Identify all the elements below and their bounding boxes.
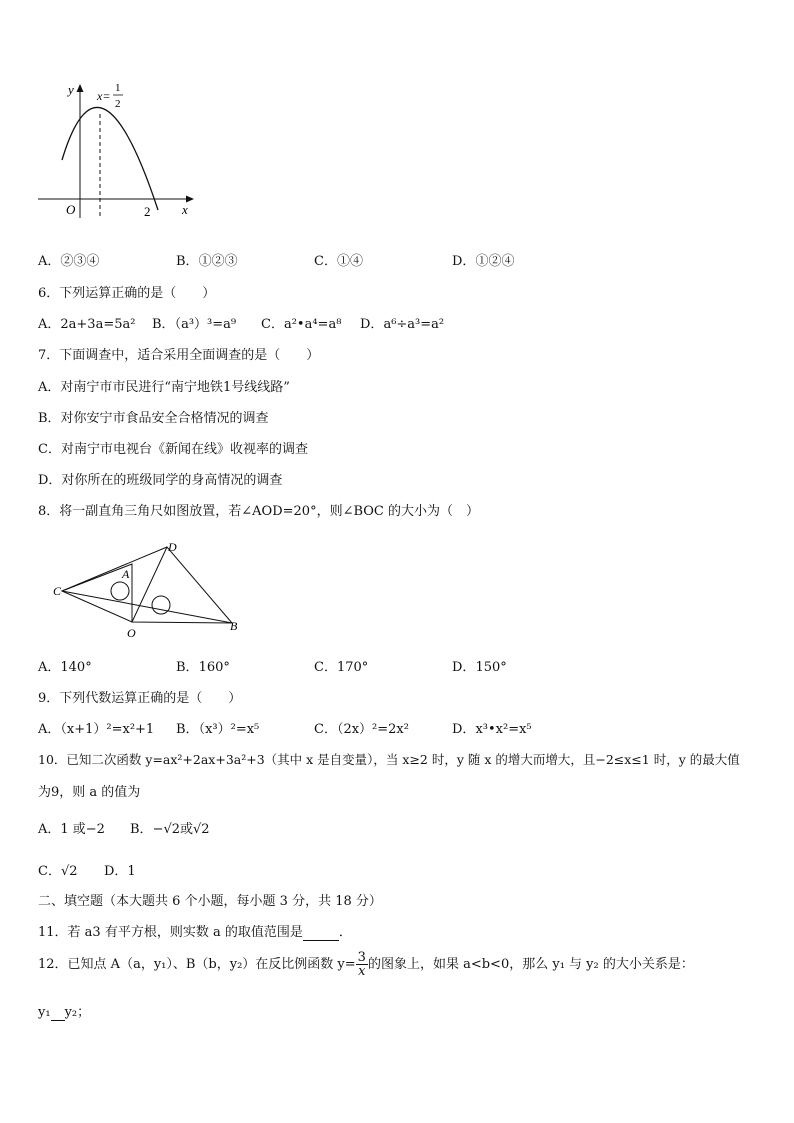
q6-option-c[interactable]: [261, 313, 341, 332]
option-letter: B．: [152, 317, 175, 332]
q12-y2: y₂；: [64, 1005, 91, 1020]
symmetry-axis-eq: x=: [97, 89, 111, 103]
parabola-figure: [30, 78, 200, 228]
point-d-label: D: [168, 540, 177, 554]
q9-option-d[interactable]: [452, 718, 532, 737]
option-letter: C．: [314, 722, 337, 737]
option-text: （2x）²=2x²: [336, 722, 409, 737]
q12-text: 12．已知点 A（a，y₁）、B（b，y₂）在反比例函数 y=: [38, 957, 356, 972]
section-2-heading: 二、填空题（本大题共 6 个小题，每小题 3 分，共 18 分）: [38, 894, 382, 909]
q7-option-b[interactable]: B．对你安宁市食品安全合格情况的调查: [38, 411, 269, 426]
q12-y1: y₁: [38, 1005, 51, 1020]
option-text: ②③④: [60, 254, 100, 269]
q8-option-a[interactable]: [38, 656, 92, 675]
point-b-label: B: [230, 619, 238, 633]
q5-option-a[interactable]: [38, 250, 99, 269]
q5-option-b[interactable]: [176, 250, 238, 269]
option-letter: C．: [314, 254, 337, 269]
q7-option-d[interactable]: D．对你所在的班级同学的身高情况的调查: [38, 473, 283, 488]
q11-text: 11．若 a3 有平方根，则实数 a 的取值范围是: [38, 925, 303, 940]
option-letter: D．: [452, 254, 476, 269]
q9-option-c[interactable]: [314, 718, 409, 737]
option-text: a⁶÷a³=a²: [383, 317, 445, 332]
option-text: ①②③: [198, 254, 238, 269]
q10-option-c[interactable]: [38, 860, 78, 879]
option-text: 170°: [336, 660, 369, 675]
q11-question: [38, 921, 352, 941]
q5-option-d[interactable]: [452, 250, 514, 269]
q9-option-a[interactable]: [38, 718, 154, 737]
option-letter: C．: [314, 660, 337, 675]
q6-option-a[interactable]: [38, 313, 135, 332]
option-letter: A．: [38, 317, 61, 332]
option-letter: C．: [38, 864, 61, 879]
option-letter: D．: [360, 317, 384, 332]
point-o-label: O: [127, 626, 136, 640]
q10-option-a[interactable]: A．1 或−2: [38, 822, 105, 837]
option-text: （x+1）²=x²+1: [60, 722, 155, 737]
option-letter: B．: [130, 822, 153, 837]
option-letter: A．: [38, 722, 61, 737]
q12-question: [38, 951, 694, 978]
option-text: 140°: [60, 660, 92, 675]
q12-frac-den: x: [358, 964, 366, 979]
q8-stem: 8．将一副直角三角尺如图放置，若∠AOD=20°，则∠BOC 的大小为（ ）: [38, 504, 479, 519]
q8-option-c[interactable]: [314, 656, 368, 675]
q12-answer-blank[interactable]: [51, 1005, 65, 1021]
option-text: √2: [60, 864, 78, 879]
option-letter: D．: [452, 722, 476, 737]
option-text: 150°: [475, 660, 507, 675]
q6-stem: 6．下列运算正确的是（ ）: [38, 286, 216, 301]
option-text: 2a+3a=5a²: [60, 317, 136, 332]
option-letter: B．: [176, 722, 199, 737]
option-text: （a³）³=a⁹: [174, 317, 237, 332]
q10-stem-line1: 10．已知二次函数 y=ax²+2ax+3a²+3（其中 x 是自变量），当 x≥2 时，y 随 x 的增大而增大，且−2≤x≤1 时，y 的最大值: [38, 752, 740, 767]
option-text: 160°: [198, 660, 230, 675]
option-text: −√2或√2: [152, 822, 210, 837]
q12-fraction: [356, 951, 368, 978]
q9-stem: 9．下列代数运算正确的是（ ）: [38, 691, 242, 706]
q8-option-d[interactable]: [452, 656, 507, 675]
q10-stem-line2: 为9，则 a 的值为: [38, 785, 141, 800]
q7-option-c[interactable]: C．对南宁市电视台《新闻在线》收视率的调查: [38, 442, 308, 457]
option-letter: A．: [38, 254, 61, 269]
option-text: x³•x²=x⁵: [475, 722, 532, 737]
option-letter: B．: [176, 254, 199, 269]
option-text: （x³）²=x⁵: [198, 722, 260, 737]
q10-option-b[interactable]: [130, 818, 210, 837]
q12-frac-num: 3: [357, 950, 366, 965]
q6-option-b[interactable]: [152, 313, 236, 332]
y-axis-label: y: [68, 82, 74, 97]
option-letter: D．: [452, 660, 476, 675]
symmetry-axis-den: 2: [115, 98, 121, 110]
q11-text-end: ．: [338, 925, 352, 940]
root-label: 2: [144, 204, 151, 219]
q8-option-b[interactable]: [176, 656, 230, 675]
x-axis-label: x: [182, 202, 188, 217]
option-text: a²•a⁴=a⁸: [283, 317, 342, 332]
q6-option-d[interactable]: [360, 313, 444, 332]
q12-answer-line: [38, 1001, 90, 1021]
q12-text-cont: 的图象上，如果 a<b<0，那么 y₁ 与 y₂ 的大小关系是：: [367, 957, 694, 972]
option-letter: B．: [176, 660, 199, 675]
q5-option-c[interactable]: [314, 250, 363, 269]
q11-answer-blank[interactable]: [303, 925, 339, 941]
point-c-label: C: [53, 584, 62, 598]
q7-option-a[interactable]: A．对南宁市市民进行“南宁地铁1号线线路”: [38, 380, 290, 395]
point-a-label: A: [122, 567, 130, 581]
triangle-figure: [50, 538, 250, 644]
option-text: ①②④: [475, 254, 515, 269]
option-text: ①④: [336, 254, 363, 269]
q9-option-b[interactable]: [176, 718, 259, 737]
origin-label: O: [66, 202, 76, 217]
option-letter: C．: [261, 317, 284, 332]
q7-stem: 7．下面调查中，适合采用全面调查的是（ ）: [38, 348, 320, 363]
option-letter: A．: [38, 660, 61, 675]
symmetry-axis-num: 1: [115, 82, 121, 94]
q10-option-d[interactable]: D．1: [104, 864, 136, 879]
